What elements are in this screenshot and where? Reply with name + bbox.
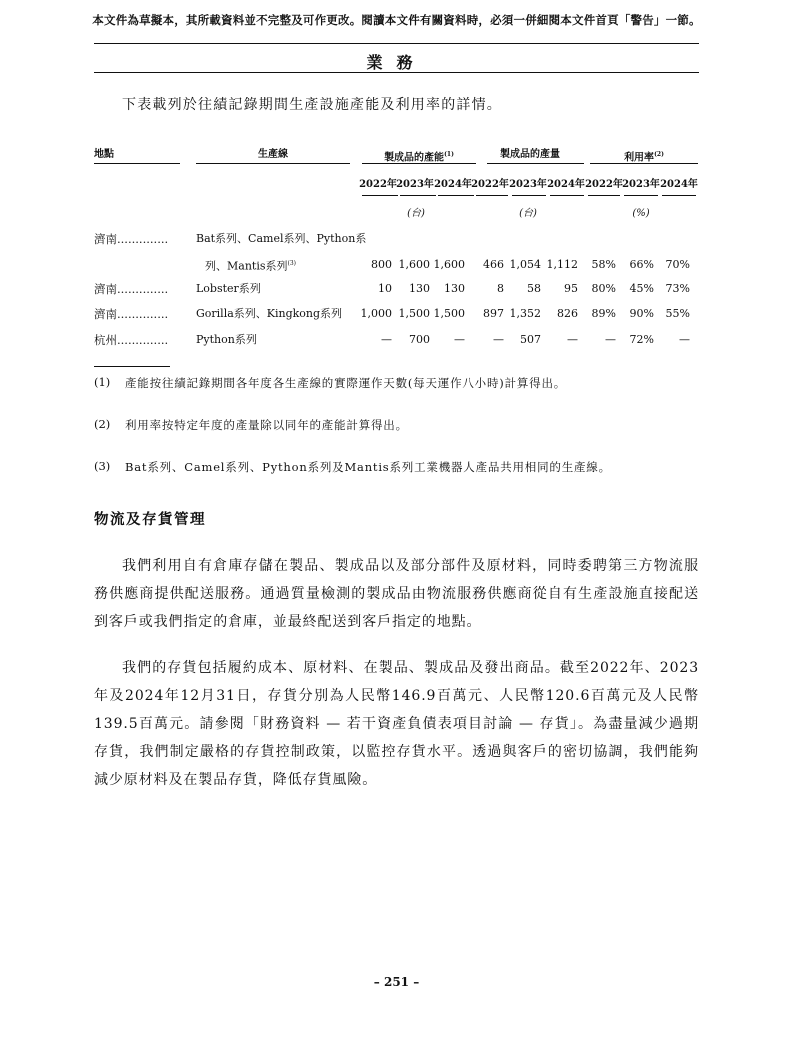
header-utilization-sup: (2) bbox=[654, 151, 664, 158]
year-underline bbox=[400, 195, 436, 196]
draft-warning: 本文件為草擬本，其所載資料並不完整及可作更改。閱讀本文件有關資料時，必須一併細閱本文件首頁「警告」一節。 bbox=[92, 13, 701, 27]
cell-capacity: 1,500 bbox=[433, 307, 465, 320]
header-location: 地點 bbox=[94, 149, 114, 160]
cell-capacity: 1,000 bbox=[360, 307, 392, 320]
header-underline-location bbox=[94, 163, 180, 164]
cell-capacity: — bbox=[454, 333, 465, 346]
cell-utilization: 90% bbox=[629, 307, 654, 320]
cell-output: 466 bbox=[483, 258, 504, 271]
year-underline bbox=[438, 195, 474, 196]
cell-capacity: 1,500 bbox=[398, 307, 430, 320]
cell-output: 826 bbox=[557, 307, 578, 320]
location-label: 濟南 bbox=[94, 282, 117, 296]
unit-output: (台) bbox=[519, 208, 537, 219]
cell-output: — bbox=[567, 333, 578, 346]
year-underline bbox=[362, 195, 398, 196]
cell-capacity: 130 bbox=[444, 282, 465, 295]
header-utilization-label: 利用率 bbox=[624, 152, 655, 164]
unit-capacity: (台) bbox=[407, 208, 425, 219]
row-line-sup: (3) bbox=[287, 260, 296, 267]
row-line: Bat系列、Camel系列、Python系 bbox=[196, 232, 367, 245]
intro-text: 下表載列於往績記錄期間生產設施產能及利用率的詳情。 bbox=[122, 97, 502, 113]
year-header: 2024年 bbox=[660, 179, 698, 190]
year-header: 2023年 bbox=[622, 179, 660, 190]
year-header: 2024年 bbox=[547, 179, 585, 190]
cell-capacity: 10 bbox=[378, 282, 392, 295]
logistics-heading: 物流及存貨管理 bbox=[94, 511, 206, 528]
header-rule-top bbox=[94, 43, 699, 44]
cell-output: 897 bbox=[483, 307, 504, 320]
cell-capacity: 1,600 bbox=[433, 258, 465, 271]
dot-leader: .............. bbox=[117, 282, 169, 296]
cell-output: 58 bbox=[527, 282, 541, 295]
dot-leader: .............. bbox=[117, 307, 169, 321]
cell-capacity: 800 bbox=[371, 258, 392, 271]
cell-utilization: 73% bbox=[665, 282, 690, 295]
header-capacity-sup: (1) bbox=[444, 151, 454, 158]
cell-utilization: 72% bbox=[629, 333, 654, 346]
cell-output: — bbox=[493, 333, 504, 346]
header-underline-capacity bbox=[362, 163, 476, 164]
page-number: – 251 – bbox=[373, 975, 420, 989]
cell-capacity: 1,600 bbox=[398, 258, 430, 271]
unit-utilization: (%) bbox=[632, 208, 650, 219]
location-label: 杭州 bbox=[94, 333, 117, 347]
row-line: Python系列 bbox=[196, 333, 257, 346]
header-output: 製成品的產量 bbox=[500, 149, 560, 160]
year-header: 2023年 bbox=[396, 179, 434, 190]
row-location bbox=[94, 232, 168, 246]
year-header: 2022年 bbox=[471, 179, 509, 190]
row-location bbox=[94, 307, 168, 321]
header-underline-output bbox=[487, 163, 584, 164]
cell-utilization: 70% bbox=[665, 258, 690, 271]
year-underline bbox=[624, 195, 658, 196]
cell-utilization: — bbox=[605, 333, 616, 346]
section-title: 業務 bbox=[366, 53, 427, 72]
year-header: 2024年 bbox=[434, 179, 472, 190]
header-capacity-label: 製成品的產能 bbox=[384, 152, 445, 164]
location-label: 濟南 bbox=[94, 232, 117, 246]
cell-capacity: — bbox=[381, 333, 392, 346]
footnote-text: 產能按往績記錄期間各年度各生產線的實際運作天數(每天運作八小時)計算得出。 bbox=[125, 376, 567, 390]
footnote-text: Bat系列、Camel系列、Python系列及Mantis系列工業機器人產品共用相同的生產線。 bbox=[125, 460, 611, 474]
cell-output: 1,112 bbox=[546, 258, 578, 271]
header-underline-utilization bbox=[590, 163, 698, 164]
header-rule-bottom bbox=[94, 72, 699, 73]
row-line-cont bbox=[205, 257, 296, 274]
cell-utilization: 55% bbox=[665, 307, 690, 320]
year-underline bbox=[476, 195, 508, 196]
year-underline bbox=[550, 195, 584, 196]
header-underline-line bbox=[196, 163, 350, 164]
row-line: Gorilla系列、Kingkong系列 bbox=[196, 307, 343, 320]
logistics-paragraph-1: 我們利用自有倉庫存儲在製品、製成品以及部分部件及原材料，同時委聘第三方物流服務供應商提供配送服務。通過質量檢測的製成品由物流服務供應商從自有生產設施直接配送到客戶或我們指定的倉庫，並最終配送到客戶指定的地點。 bbox=[94, 558, 699, 630]
year-header: 2023年 bbox=[509, 179, 547, 190]
cell-utilization: 66% bbox=[629, 258, 654, 271]
footnote-number: (1) bbox=[94, 375, 111, 389]
header-line: 生產線 bbox=[258, 149, 288, 160]
row-line: Lobster系列 bbox=[196, 282, 261, 295]
cell-output: 95 bbox=[564, 282, 578, 295]
year-header: 2022年 bbox=[585, 179, 623, 190]
footnote-text: 利用率按特定年度的產量除以同年的產能計算得出。 bbox=[125, 418, 408, 432]
cell-utilization: 45% bbox=[629, 282, 654, 295]
cell-utilization: 58% bbox=[591, 258, 616, 271]
cell-output: 8 bbox=[497, 282, 504, 295]
dot-leader: .............. bbox=[117, 333, 169, 347]
year-underline bbox=[588, 195, 620, 196]
cell-utilization: 80% bbox=[591, 282, 616, 295]
footnote-rule bbox=[94, 366, 170, 367]
row-location bbox=[94, 333, 168, 347]
cell-utilization: 89% bbox=[591, 307, 616, 320]
year-underline bbox=[512, 195, 546, 196]
row-location bbox=[94, 282, 168, 296]
cell-capacity: 130 bbox=[409, 282, 430, 295]
dot-leader: .............. bbox=[117, 232, 169, 246]
cell-utilization: — bbox=[679, 333, 690, 346]
logistics-paragraph-2: 我們的存貨包括履約成本、原材料、在製品、製成品及發出商品。截至2022年、2023年及2024年12月31日，存貨分別為人民幣146.9百萬元、人民幣120.6百萬元及人民幣139.5百萬元。請參閱「財務資料 — 若干資產負債表項目討論 — 存貨」。為盡量減少過期存貨，我們制定嚴格的存貨控制政策，以監控存貨水平。透過與客戶的密切協調，我們能夠減少原材料及在製品存貨，降低存貨風險。 bbox=[94, 660, 699, 788]
cell-output: 1,352 bbox=[509, 307, 541, 320]
location-label: 濟南 bbox=[94, 307, 117, 321]
row-line-cont-label: 列、Mantis系列 bbox=[205, 259, 288, 273]
cell-capacity: 700 bbox=[409, 333, 430, 346]
footnote-number: (3) bbox=[94, 459, 111, 473]
cell-output: 507 bbox=[520, 333, 541, 346]
cell-output: 1,054 bbox=[509, 258, 541, 271]
year-header: 2022年 bbox=[359, 179, 397, 190]
footnote-number: (2) bbox=[94, 417, 111, 431]
year-underline bbox=[662, 195, 696, 196]
